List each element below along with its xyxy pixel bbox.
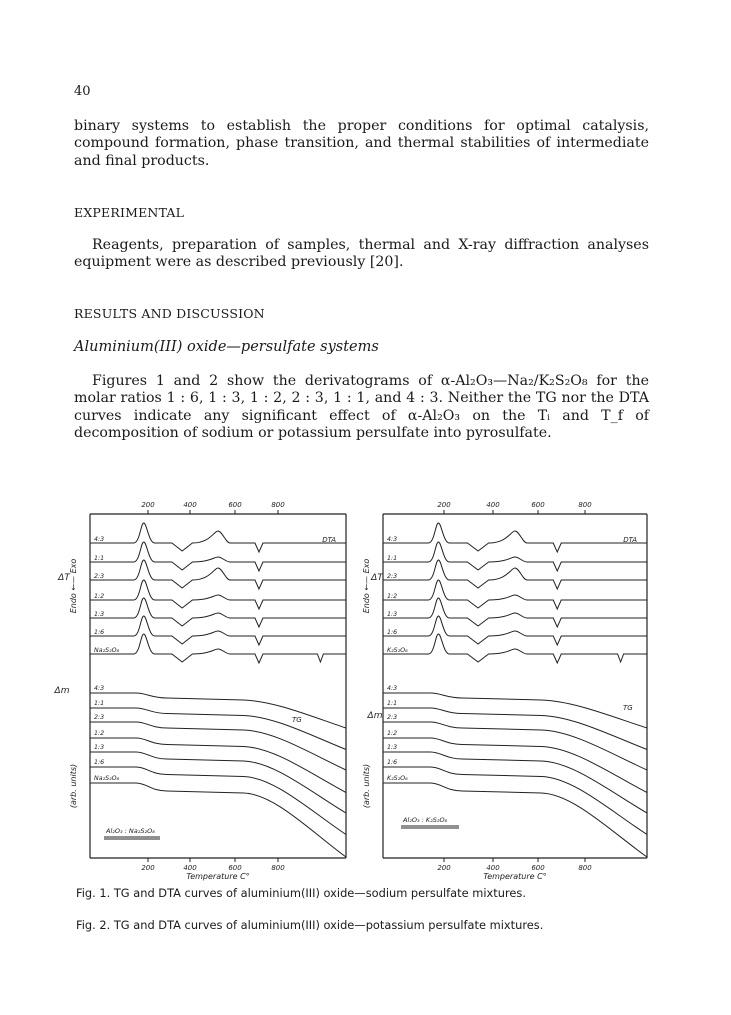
dta-curve [90,523,346,552]
top-tick-label: 800 [578,501,592,509]
tg-curve [383,767,647,835]
dta-axis-direction-label: Endo ←— Exo [362,558,371,614]
dta-ratio-label: 1:6 [94,629,105,636]
tg-ratio-label: 1:6 [387,759,398,766]
dta-ratio-label: 4:3 [387,536,398,543]
dta-curve [90,580,346,609]
delta-m-label: Δm [367,711,383,721]
dta-ratio-label: 2:3 [387,573,398,580]
dta-curve [383,634,647,663]
page-number: 40 [74,84,91,99]
figure-2-caption: Fig. 2. TG and DTA curves of aluminium(III) oxide—potassium persulfate mixtures. [76,918,544,932]
results-paragraph: Figures 1 and 2 show the derivatograms of α-Al₂O₃—Na₂/K₂S₂O₈ for the molar ratios 1 : 6, 1 : 3, 1 : 2, 2 : 3, 1 : 1, and 4 : 3. Neither the TG nor the DTA curves indicate any significant effect of α-Al₂O₃ on the Tᵢ and T_f of decomposition of sodium or potassium persulfate into pyrosulfate. [74,373,649,442]
top-tick-label: 200 [141,501,155,509]
dta-curve [90,616,346,645]
dta-curve [90,634,346,663]
tg-ratio-label: Na₂S₂O₈ [94,775,120,782]
dta-ratio-label: 1:3 [387,611,398,618]
top-tick-label: 600 [531,501,545,509]
tg-ratio-label: K₂S₂O₈ [387,775,408,782]
dta-curve [383,580,647,609]
tg-ratio-label: 1:2 [94,730,105,737]
tg-ratio-label: 1:2 [387,730,398,737]
tg-unit-label: (arb. units) [69,763,78,809]
dta-ratio-label: 1:3 [94,611,105,618]
top-tick-label: 400 [486,501,500,509]
dta-ratio-label: K₂S₂O₈ [387,647,408,654]
results-heading: RESULTS AND DISCUSSION [74,306,265,321]
figure-1-caption: Fig. 1. TG and DTA curves of aluminium(III) oxide—sodium persulfate mixtures. [76,886,526,900]
dta-curve [383,523,647,552]
dta-curve [90,542,346,571]
bottom-tick-label: 200 [141,864,155,872]
tg-unit-label: (arb. units) [362,763,371,809]
tg-curve [90,783,346,857]
legend-label: Al₂O₃ : Na₂S₂O₈ [106,827,155,835]
dta-ratio-label: 1:6 [387,629,398,636]
tg-ratio-label: 1:6 [94,759,105,766]
tg-ratio-label: 2:3 [94,714,105,721]
dta-axis-direction-label: Endo ←— Exo [69,558,78,614]
delta-t-label: ΔT [371,573,383,583]
dta-curve [90,560,346,589]
dta-ratio-label: 2:3 [94,573,105,580]
tg-panel-label: TG [292,716,302,724]
delta-t-label: ΔT [58,573,70,583]
legend-label: Al₂O₃ : K₂S₂O₈ [403,816,448,824]
tg-ratio-label: 4:3 [387,685,398,692]
tg-ratio-label: 2:3 [387,714,398,721]
tg-panel-label: TG [623,704,633,712]
intro-paragraph: binary systems to establish the proper conditions for optimal catalysis, compound formation, phase transition, and thermal stabilities of intermediate and final products. [74,118,649,169]
dta-curve [383,542,647,571]
bottom-tick-label: 600 [228,864,242,872]
x-axis-label: Temperature C° [483,872,547,881]
tg-ratio-label: 1:3 [94,744,105,751]
experimental-heading: EXPERIMENTAL [74,205,185,220]
dta-panel-label: DTA [623,536,637,544]
dta-ratio-label: 1:1 [94,555,105,562]
dta-curve [383,598,647,627]
aluminium-subheading: Aluminium(III) oxide—persulfate systems [74,339,379,355]
tg-curve [90,738,346,793]
dta-curve [90,598,346,627]
bottom-tick-label: 400 [183,864,197,872]
dta-ratio-label: Na₂S₂O₈ [94,647,120,654]
dta-ratio-label: 4:3 [94,536,105,543]
dta-curve [383,560,647,589]
tg-ratio-label: 1:1 [94,700,105,707]
tg-ratio-label: 4:3 [94,685,105,692]
derivatogram-figures [54,496,660,881]
dta-panel-label: DTA [322,536,336,544]
tg-curve [90,767,346,835]
dta-curve [383,616,647,645]
top-tick-label: 200 [437,501,451,509]
top-tick-label: 600 [228,501,242,509]
top-tick-label: 800 [271,501,285,509]
dta-ratio-label: 1:1 [387,555,398,562]
bottom-tick-label: 200 [437,864,451,872]
dta-ratio-label: 1:2 [94,593,105,600]
top-tick-label: 400 [183,501,197,509]
tg-ratio-label: 1:3 [387,744,398,751]
bottom-tick-label: 800 [578,864,592,872]
delta-m-label: Δm [54,686,70,696]
bottom-tick-label: 600 [531,864,545,872]
tg-curve [383,738,647,793]
tg-curve [383,693,647,728]
bottom-tick-label: 400 [486,864,500,872]
bottom-tick-label: 800 [271,864,285,872]
figure-1-derivatogram [54,501,346,881]
x-axis-label: Temperature C° [186,872,250,881]
tg-ratio-label: 1:1 [387,700,398,707]
experimental-paragraph: Reagents, preparation of samples, thermal and X-ray diffraction analyses equipment were as described previously [20]. [74,237,649,271]
dta-ratio-label: 1:2 [387,593,398,600]
tg-curve [90,693,346,728]
figure-2-derivatogram [362,501,647,881]
